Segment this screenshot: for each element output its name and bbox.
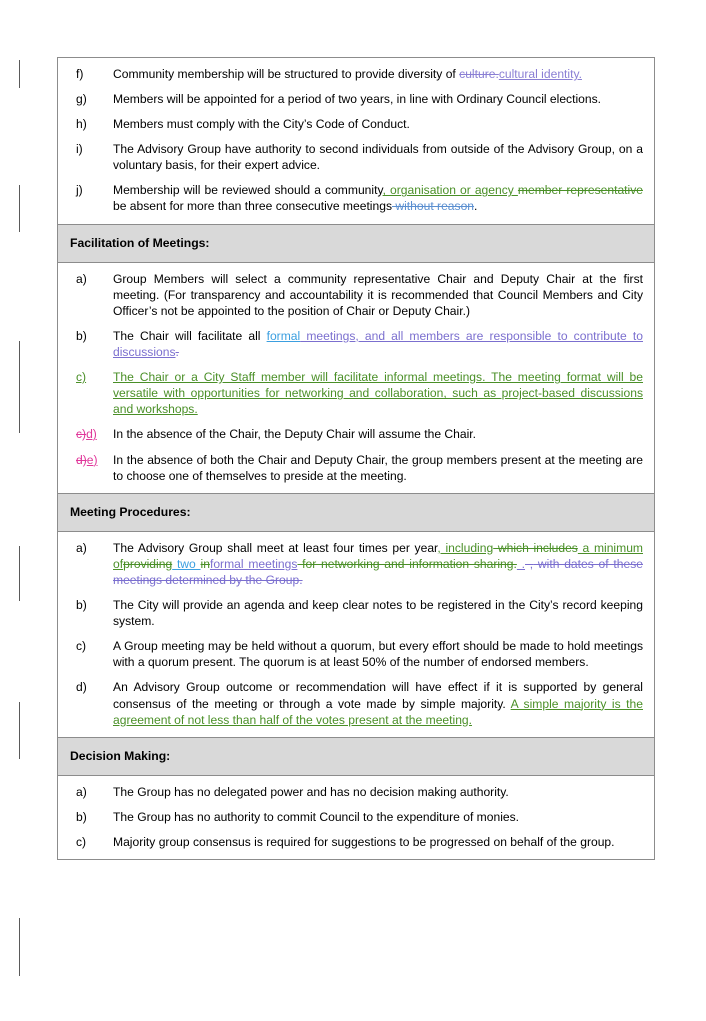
tracked-change-run: , organisation or agency: [382, 183, 518, 198]
marker-text: b): [76, 810, 87, 825]
list-item: [67, 679, 645, 727]
list-item: [67, 182, 645, 214]
text-run: Members must comply with the City’s Code of Conduct.: [113, 117, 410, 132]
tracked-change-run: , including: [437, 540, 494, 555]
marker-text: h): [76, 117, 87, 132]
document-table: [57, 57, 655, 860]
list-item-marker: [67, 116, 113, 132]
list-item: [67, 638, 645, 670]
change-bar: [19, 702, 20, 759]
tracked-change-run: member representative: [517, 183, 643, 198]
list-item-marker: [67, 141, 113, 157]
list-item-text: [113, 452, 645, 484]
tracked-change-run: formal meetings: [209, 556, 298, 571]
marker-text: c): [76, 835, 87, 850]
tracked-change-run: The Chair or a City Staff member will facilitate informal meetings. The meeting format will be versatile with opportunities for networking and collaboration, such as project-based discussions and workshops.: [113, 370, 643, 417]
list-item: [67, 271, 645, 319]
tracked-change-run: ,: [525, 556, 534, 571]
list-item-marker: [67, 679, 113, 695]
list-item-text: [113, 597, 645, 629]
text-run: be absent for more than three consecutive meetings: [113, 199, 392, 214]
list-block: [58, 776, 654, 859]
list-item-text: [113, 809, 645, 825]
change-bar: [19, 918, 20, 976]
list-item: [67, 116, 645, 132]
list-item-marker: [67, 271, 113, 287]
marker-text: b): [76, 598, 87, 613]
list-item: [67, 540, 645, 588]
marker-text: b): [76, 329, 87, 344]
list-item-text: [113, 271, 645, 319]
marker-text: d): [76, 680, 87, 695]
text-run: The Group has no delegated power and has no decision making authority.: [113, 784, 509, 799]
list-item-marker: [67, 597, 113, 613]
list-item: [67, 834, 645, 850]
list-item-text: [113, 540, 645, 588]
change-bar: [19, 546, 20, 601]
marker-text: i): [76, 142, 83, 157]
list-item: [67, 141, 645, 173]
list-item-text: [113, 91, 645, 107]
list-item-text: [113, 182, 645, 214]
marker-text: g): [76, 92, 87, 107]
list-item: [67, 809, 645, 825]
list-item-text: [113, 638, 645, 670]
text-run: In the absence of the Chair, the Deputy Chair will assume the Chair.: [113, 427, 477, 442]
list-item-marker: [67, 540, 113, 556]
marker-text: a): [76, 540, 87, 555]
tracked-change-run: e): [86, 452, 98, 467]
tracked-change-run: which includes: [493, 540, 578, 555]
text-run: The Advisory Group shall meet at least four times per year: [113, 540, 438, 555]
list-item-marker: [67, 834, 113, 850]
list-item: [67, 784, 645, 800]
text-run: Membership will be reviewed should a community: [113, 183, 383, 198]
tracked-change-run: providing: [123, 556, 173, 571]
text-run: Members will be appointed for a period of two years, in line with Ordinary Council elections.: [113, 92, 602, 107]
tracked-change-run: two: [172, 556, 201, 571]
list-item-text: [113, 426, 645, 442]
change-bar: [19, 185, 20, 232]
list-item-text: [113, 679, 645, 727]
list-block: [58, 532, 654, 738]
list-item: [67, 426, 645, 442]
marker-text: f): [76, 67, 84, 81]
tracked-change-run: a minimum of: [113, 540, 643, 571]
text-run: The Advisory Group have authority to second individuals from outside of the Advisory Group, on a voluntary basis, for their expert advice.: [113, 142, 643, 173]
marker-text: j): [76, 183, 83, 198]
text-run: The Chair will facilitate all: [113, 329, 267, 344]
list-item-text: [113, 66, 645, 82]
text-run: The Group has no authority to commit Council to the expenditure of monies.: [113, 810, 520, 825]
change-bar: [19, 60, 20, 88]
tracked-change-run: with dates of these meetings determined by the Group.: [113, 556, 643, 588]
text-run: A Group meeting may be held without a quorum, but every effort should be made to hold meetings with a quorum present. The quorum is at least 50% of the number of endorsed members.: [113, 639, 643, 670]
list-block: [58, 263, 654, 494]
section-header: Facilitation of Meetings:: [58, 225, 654, 263]
tracked-change-run: meetings, and all members are responsible to contribute to discussions: [113, 329, 643, 360]
tracked-change-run: for networking and information sharing.: [297, 556, 517, 571]
marker-text: a): [76, 784, 87, 799]
text-run: .: [474, 199, 478, 214]
marker-text: c): [76, 639, 87, 654]
list-item: [67, 597, 645, 629]
list-item-marker: [67, 784, 113, 800]
tracked-change-run: A simple majority is the agreement of not less than half of the votes present at the meeting.: [113, 696, 643, 727]
list-item: [67, 452, 645, 484]
list-item-text: [113, 116, 645, 132]
list-item-text: [113, 784, 645, 800]
list-item-marker: [67, 452, 113, 468]
tracked-change-run: d): [86, 427, 97, 442]
tracked-change-run: .: [516, 556, 526, 571]
list-item-text: [113, 328, 645, 360]
marker-text: a): [76, 271, 87, 286]
tracked-change-run: d): [76, 452, 87, 467]
tracked-change-run: formal: [266, 329, 301, 344]
list-item-text: [113, 834, 645, 850]
list-item: [67, 328, 645, 360]
list-item-marker: [67, 66, 113, 82]
list-item-text: [113, 369, 645, 417]
tracked-change-run: culture.: [459, 67, 499, 81]
text-run: In the absence of both the Chair and Deputy Chair, the group members present at the meeting are to choose one of themselves to preside at the meeting.: [113, 452, 643, 483]
text-run: Group Members will select a community representative Chair and Deputy Chair at the first meeting. (For transparency and accountability it is recommended that Council Members and City Officer’s not be appointed to the position of Chair or Deputy Chair.): [113, 271, 643, 318]
list-item-marker: [67, 638, 113, 654]
list-item-marker: [67, 809, 113, 825]
list-item-marker: [67, 426, 113, 442]
text-run: An Advisory Group outcome or recommendation will have effect if it is supported by general consensus of the meeting or through a vote made by simple majority.: [113, 680, 643, 711]
list-item: [67, 369, 645, 417]
text-run: Majority group consensus is required for suggestions to be progressed on behalf of the group.: [113, 835, 615, 850]
list-item: [67, 91, 645, 107]
list-item-text: [113, 141, 645, 173]
text-run: Community membership will be structured to provide diversity of: [113, 67, 460, 81]
tracked-change-run: .: [175, 345, 179, 360]
tracked-change-run: cultural identity.: [498, 67, 582, 81]
list-item: [67, 66, 645, 82]
list-item-marker: [67, 369, 113, 385]
tracked-change-run: in: [200, 556, 210, 571]
list-block: [58, 58, 654, 225]
marker-text: c): [76, 370, 87, 385]
tracked-change-run: c): [76, 427, 87, 442]
list-item-marker: [67, 91, 113, 107]
text-run: The City will provide an agenda and keep clear notes to be registered in the City’s record keeping system.: [113, 598, 643, 629]
section-header: Decision Making:: [58, 738, 654, 776]
change-bar: [19, 341, 20, 433]
tracked-change-run: without reason: [392, 199, 475, 214]
list-item-marker: [67, 328, 113, 344]
list-item-marker: [67, 182, 113, 198]
section-header: Meeting Procedures:: [58, 494, 654, 532]
